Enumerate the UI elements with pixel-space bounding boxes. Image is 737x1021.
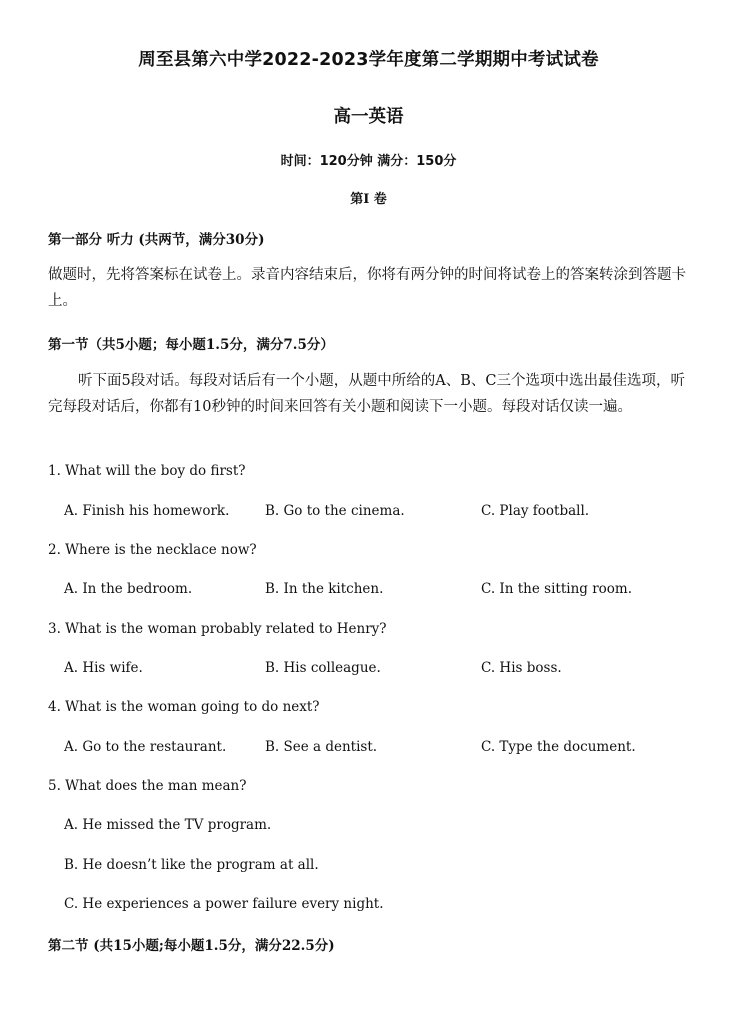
question-4: 4. What is the woman going to do next? — [48, 699, 320, 715]
q4-option-c: C. Type the document. — [481, 739, 636, 755]
q1-option-c: C. Play football. — [481, 503, 590, 519]
q2-option-b: B. In the kitchen. — [265, 581, 384, 597]
time-score-info: 时间：120分钟 满分：150分 — [280, 154, 457, 169]
q3-option-b: B. His colleague. — [265, 660, 381, 676]
q5-option-b: B. He doesn’t like the program at all. — [64, 857, 319, 873]
part1-heading: 第一部分 听力 (共两节，满分30分) — [48, 232, 265, 248]
q3-option-a: A. His wife. — [64, 660, 143, 676]
q2-option-c: C. In the sitting room. — [481, 581, 632, 597]
q5-option-a: A. He missed the TV program. — [64, 817, 272, 833]
part1-instructions: 做题时，先将答案标在试卷上。录音内容结束后，你将有两分钟的时间将试卷上的答案转涂到答题卡上。 — [48, 267, 686, 309]
question-3: 3. What is the woman probably related to Henry? — [48, 621, 387, 637]
q4-option-a: A. Go to the restaurant. — [64, 739, 227, 755]
section2-heading: 第二节 (共15小题;每小题1.5分，满分22.5分) — [48, 938, 335, 954]
volume-label: 第Ⅰ 卷 — [350, 192, 387, 207]
question-2: 2. Where is the necklace now? — [48, 542, 257, 558]
section1-heading: 第一节（共5小题；每小题1.5分，满分7.5分） — [48, 337, 334, 353]
q3-option-c: C. His boss. — [481, 660, 562, 676]
section1-instructions: 听下面5段对话。每段对话后有一个小题，从题中所给的A、B、C三个选项中选出最佳选项，听完每段对话后，你都有10秒钟的时间来回答有关小题和阅读下一小题。每段对话仅读一遍。 — [48, 373, 685, 415]
q1-option-a: A. Finish his homework. — [64, 503, 230, 519]
q1-option-b: B. Go to the cinema. — [265, 503, 405, 519]
q5-option-c: C. He experiences a power failure every night. — [64, 896, 384, 912]
q4-option-b: B. See a dentist. — [265, 739, 378, 755]
question-1: 1. What will the boy do first? — [48, 463, 246, 479]
exam-title: 周至县第六中学2022-2023学年度第二学期期中考试试卷 — [138, 50, 599, 70]
question-5: 5. What does the man mean? — [48, 778, 247, 794]
subject-title: 高一英语 — [333, 107, 404, 127]
q2-option-a: A. In the bedroom. — [64, 581, 193, 597]
